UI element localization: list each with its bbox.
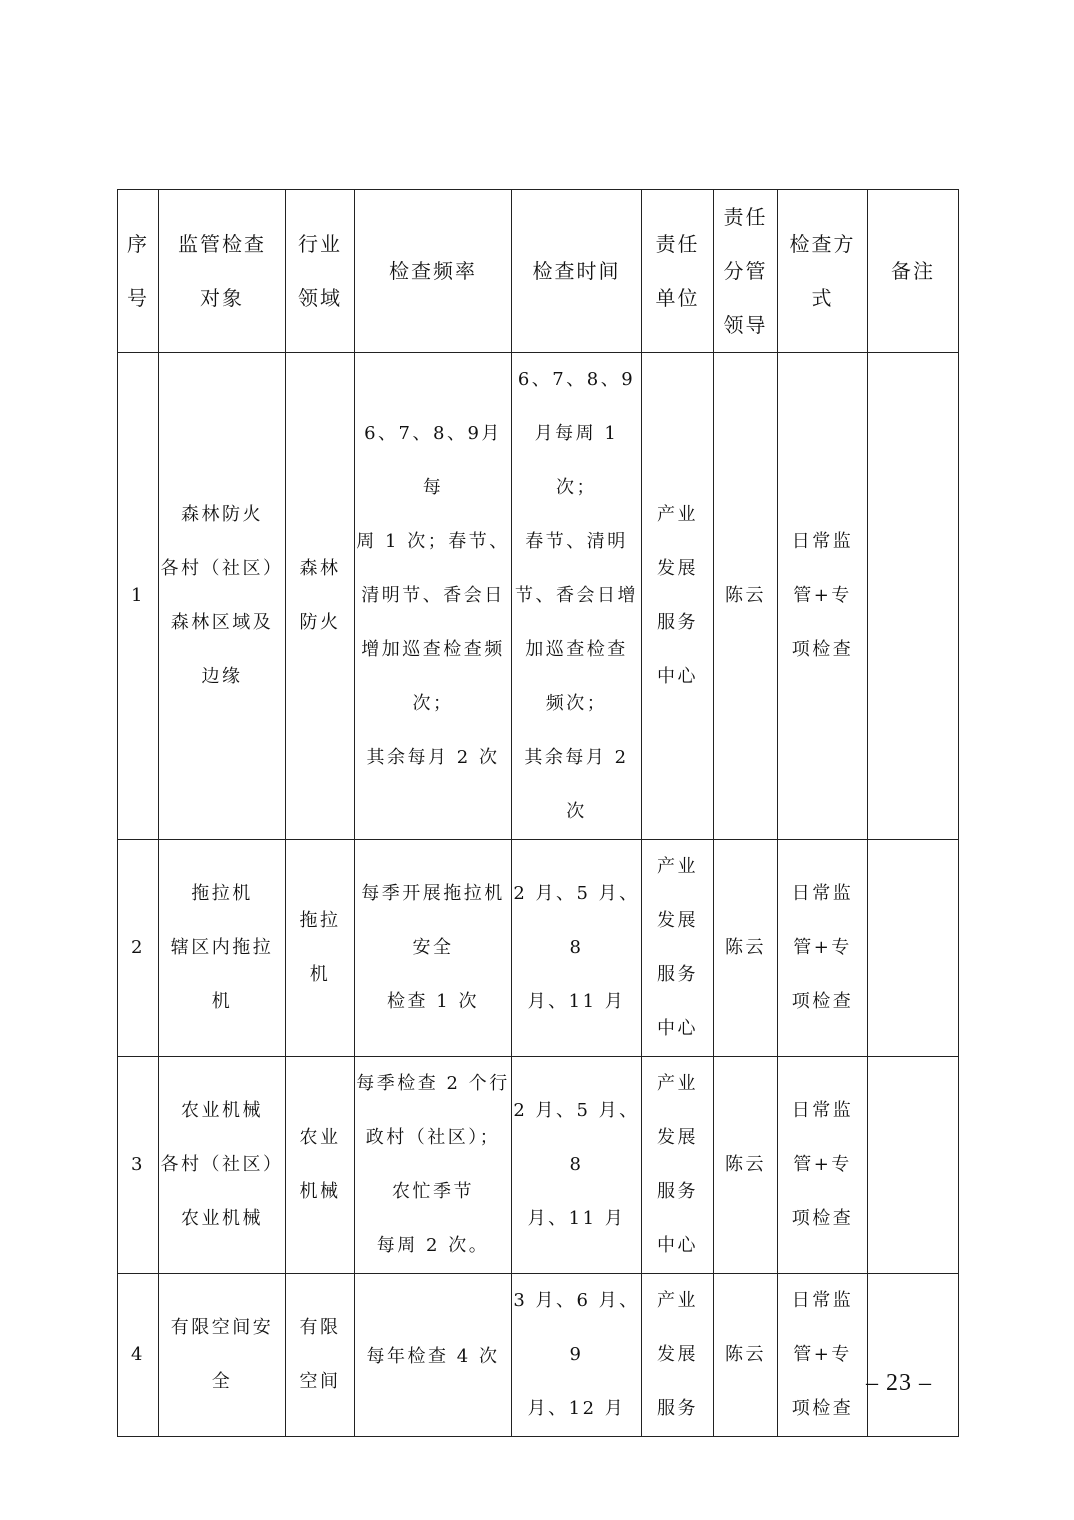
cell-field: 森林 防火 [286, 353, 355, 840]
page-number: – 23 – [866, 1370, 932, 1396]
header-no: 序 号 [118, 190, 159, 353]
cell-method: 日常监 管+专 项检查 [778, 353, 868, 840]
cell-unit: 产业 发展 服务 中心 [642, 1057, 714, 1274]
table-row [118, 840, 959, 1057]
cell-time: 2 月、5 月、8 月、11 月 [512, 840, 642, 1057]
cell-no: 3 [118, 1057, 159, 1274]
cell-frequency-text: 每年检查 4 次 [366, 1346, 500, 1367]
cell-remark [868, 840, 959, 1057]
header-target: 监管检查 对象 [159, 190, 286, 353]
cell-no: 4 [118, 1274, 159, 1437]
cell-field: 拖拉 机 [286, 840, 355, 1057]
header-frequency: 检查频率 [355, 190, 512, 353]
cell-frequency [355, 1274, 512, 1437]
cell-target: 农业机械 各村（社区） 农业机械 [159, 1057, 286, 1274]
cell-method: 日常监 管+专 项检查 [778, 1274, 868, 1437]
cell-target: 拖拉机 辖区内拖拉 机 [159, 840, 286, 1057]
cell-leader: 陈云 [714, 840, 778, 1057]
cell-field: 农业 机械 [286, 1057, 355, 1274]
cell-remark [868, 1057, 959, 1274]
table-row [118, 1274, 959, 1437]
inspection-table [117, 189, 959, 1437]
cell-leader: 陈云 [714, 353, 778, 840]
cell-no: 1 [118, 353, 159, 840]
header-leader: 责任 分管 领导 [714, 190, 778, 353]
table-row [118, 1057, 959, 1274]
cell-frequency: 每季检查 2 个行 政村（社区）； 农忙季节 每周 2 次。 [355, 1057, 512, 1274]
cell-frequency: 6、7、8、9月每 周 1 次；春节、 清明节、香会日 增加巡查检查频 次； 其余每月 2 次 [355, 353, 512, 840]
cell-method: 日常监 管+专 项检查 [778, 840, 868, 1057]
cell-no: 2 [118, 840, 159, 1057]
cell-remark [868, 1274, 959, 1437]
cell-target: 森林防火 各村（社区） 森林区域及 边缘 [159, 353, 286, 840]
cell-time: 3 月、6 月、9 月、12 月 [512, 1274, 642, 1437]
header-unit: 责任 单位 [642, 190, 714, 353]
cell-method: 日常监 管+专 项检查 [778, 1057, 868, 1274]
cell-time: 2 月、5 月、8 月、11 月 [512, 1057, 642, 1274]
cell-target: 有限空间安 全 [159, 1274, 286, 1437]
cell-leader: 陈云 [714, 1274, 778, 1437]
cell-unit: 产业 发展 服务 中心 [642, 353, 714, 840]
cell-frequency: 每季开展拖拉机 安全 检查 1 次 [355, 840, 512, 1057]
cell-remark [868, 353, 959, 840]
table-header-row [118, 190, 959, 353]
cell-unit: 产业 发展 服务 [642, 1274, 714, 1437]
cell-field: 有限 空间 [286, 1274, 355, 1437]
cell-time: 6、7、8、9 月每周 1 次； 春节、清明 节、香会日增 加巡查检查 频次； 其余每月 2 次 [512, 353, 642, 840]
cell-unit: 产业 发展 服务 中心 [642, 840, 714, 1057]
header-remark: 备注 [868, 190, 959, 353]
table-row [118, 353, 959, 840]
header-time: 检查时间 [512, 190, 642, 353]
header-field: 行业 领域 [286, 190, 355, 353]
header-method: 检查方 式 [778, 190, 868, 353]
cell-leader: 陈云 [714, 1057, 778, 1274]
